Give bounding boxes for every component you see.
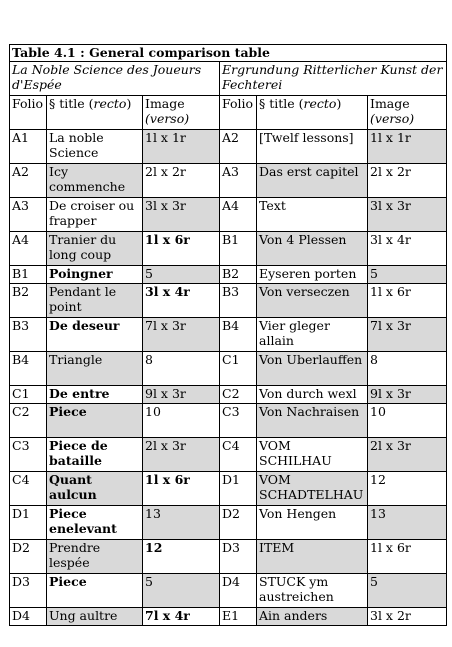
table-body xyxy=(10,130,447,626)
table-row xyxy=(10,352,447,386)
table-row xyxy=(10,472,447,506)
image-left-cell: 1l x 1r xyxy=(143,130,220,164)
image-left-cell: 5 xyxy=(143,266,220,284)
folio-left-cell: D1 xyxy=(10,506,47,540)
image-right-cell: 1l x 6r xyxy=(368,284,447,318)
header-title-left: § title (recto) xyxy=(47,96,143,130)
image-left-cell: 3l x 4r xyxy=(143,284,220,318)
image-left-cell: 5 xyxy=(143,574,220,608)
title-left-cell: La noble Science xyxy=(47,130,143,164)
folio-left-cell: A4 xyxy=(10,232,47,266)
title-left-cell: Piece enelevant xyxy=(47,506,143,540)
title-left-cell: Prendre lespée xyxy=(47,540,143,574)
image-left-cell: 9l x 3r xyxy=(143,386,220,404)
folio-right-cell: C3 xyxy=(220,404,257,438)
folio-left-cell: B3 xyxy=(10,318,47,352)
table-row xyxy=(10,438,447,472)
title-left-cell: De croiser ou frapper xyxy=(47,198,143,232)
folio-right-cell: D4 xyxy=(220,574,257,608)
header-image-right: Image (verso) xyxy=(368,96,447,130)
title-right-cell: Text xyxy=(257,198,368,232)
table-row xyxy=(10,608,447,626)
image-right-cell: 1l x 1r xyxy=(368,130,447,164)
image-right-cell: 8 xyxy=(368,352,447,386)
image-right-cell: 2l x 3r xyxy=(368,438,447,472)
book-title-left: La Noble Science des Joueurs d'Espée xyxy=(10,62,220,96)
image-right-cell: 12 xyxy=(368,472,447,506)
table-row xyxy=(10,266,447,284)
table-row xyxy=(10,198,447,232)
header-folio-left: Folio xyxy=(10,96,47,130)
image-left-cell: 1l x 6r xyxy=(143,232,220,266)
title-right-cell: Von Uberlauffen xyxy=(257,352,368,386)
title-right-cell: [Twelf lessons] xyxy=(257,130,368,164)
title-right-cell: VOM SCHILHAU xyxy=(257,438,368,472)
comparison-table xyxy=(9,44,447,626)
image-left-cell: 12 xyxy=(143,540,220,574)
folio-left-cell: B2 xyxy=(10,284,47,318)
title-left-cell: Piece de bataille xyxy=(47,438,143,472)
title-left-cell: Quant aulcun xyxy=(47,472,143,506)
image-right-cell: 3l x 2r xyxy=(368,608,447,626)
folio-left-cell: D4 xyxy=(10,608,47,626)
title-left-cell: De deseur xyxy=(47,318,143,352)
folio-left-cell: B1 xyxy=(10,266,47,284)
folio-right-cell: B1 xyxy=(220,232,257,266)
table-row xyxy=(10,284,447,318)
table-row xyxy=(10,130,447,164)
title-right-cell: Das erst capitel xyxy=(257,164,368,198)
title-left-cell: Icy commenche xyxy=(47,164,143,198)
title-left-cell: Ung aultre xyxy=(47,608,143,626)
folio-left-cell: C1 xyxy=(10,386,47,404)
image-left-cell: 2l x 2r xyxy=(143,164,220,198)
folio-left-cell: C3 xyxy=(10,438,47,472)
title-right-cell: STUCK ym austreichen xyxy=(257,574,368,608)
table-row xyxy=(10,318,447,352)
table-row xyxy=(10,506,447,540)
table-row xyxy=(10,540,447,574)
title-left-cell: Piece xyxy=(47,574,143,608)
title-left-cell: Pendant le point xyxy=(47,284,143,318)
folio-right-cell: A3 xyxy=(220,164,257,198)
title-left-cell: Tranier du long coup xyxy=(47,232,143,266)
folio-right-cell: B2 xyxy=(220,266,257,284)
folio-left-cell: D3 xyxy=(10,574,47,608)
title-left-cell: De entre xyxy=(47,386,143,404)
title-right-cell: Von Nachraisen xyxy=(257,404,368,438)
title-right-cell: Von Hengen xyxy=(257,506,368,540)
image-left-cell: 1l x 6r xyxy=(143,472,220,506)
title-left-cell: Poingner xyxy=(47,266,143,284)
table-row xyxy=(10,164,447,198)
folio-right-cell: A2 xyxy=(220,130,257,164)
title-right-cell: Von durch wexl xyxy=(257,386,368,404)
table-row xyxy=(10,386,447,404)
folio-right-cell: B3 xyxy=(220,284,257,318)
title-right-cell: Von verseczen xyxy=(257,284,368,318)
title-right-cell: Vier gleger allain xyxy=(257,318,368,352)
folio-right-cell: C1 xyxy=(220,352,257,386)
folio-right-cell: D3 xyxy=(220,540,257,574)
table-row xyxy=(10,232,447,266)
folio-left-cell: C4 xyxy=(10,472,47,506)
folio-right-cell: D2 xyxy=(220,506,257,540)
book-title-right: Ergrundung Ritterlicher Kunst der Fechterei xyxy=(220,62,447,96)
image-left-cell: 7l x 3r xyxy=(143,318,220,352)
image-right-cell: 13 xyxy=(368,506,447,540)
header-folio-right: Folio xyxy=(220,96,257,130)
title-right-cell: VOM SCHADTELHAU xyxy=(257,472,368,506)
title-right-cell: Von 4 Plessen xyxy=(257,232,368,266)
folio-right-cell: C4 xyxy=(220,438,257,472)
image-left-cell: 3l x 3r xyxy=(143,198,220,232)
image-right-cell: 1l x 6r xyxy=(368,540,447,574)
folio-left-cell: A2 xyxy=(10,164,47,198)
title-left-cell: Triangle xyxy=(47,352,143,386)
image-right-cell: 3l x 4r xyxy=(368,232,447,266)
folio-right-cell: A4 xyxy=(220,198,257,232)
folio-right-cell: B4 xyxy=(220,318,257,352)
image-right-cell: 3l x 3r xyxy=(368,198,447,232)
folio-left-cell: C2 xyxy=(10,404,47,438)
header-image-left: Image (verso) xyxy=(143,96,220,130)
title-right-cell: Ain anders xyxy=(257,608,368,626)
title-left-cell: Piece xyxy=(47,404,143,438)
table-caption: Table 4.1 : General comparison table xyxy=(10,45,447,62)
image-left-cell: 2l x 3r xyxy=(143,438,220,472)
image-left-cell: 8 xyxy=(143,352,220,386)
image-right-cell: 5 xyxy=(368,574,447,608)
table-row xyxy=(10,404,447,438)
table-row xyxy=(10,574,447,608)
image-right-cell: 9l x 3r xyxy=(368,386,447,404)
folio-left-cell: A3 xyxy=(10,198,47,232)
folio-right-cell: E1 xyxy=(220,608,257,626)
folio-left-cell: D2 xyxy=(10,540,47,574)
image-left-cell: 7l x 4r xyxy=(143,608,220,626)
header-title-right: § title (recto) xyxy=(257,96,368,130)
image-left-cell: 13 xyxy=(143,506,220,540)
folio-left-cell: B4 xyxy=(10,352,47,386)
title-right-cell: Eyseren porten xyxy=(257,266,368,284)
image-left-cell: 10 xyxy=(143,404,220,438)
image-right-cell: 10 xyxy=(368,404,447,438)
image-right-cell: 5 xyxy=(368,266,447,284)
title-right-cell: ITEM xyxy=(257,540,368,574)
image-right-cell: 2l x 2r xyxy=(368,164,447,198)
folio-left-cell: A1 xyxy=(10,130,47,164)
image-right-cell: 7l x 3r xyxy=(368,318,447,352)
folio-right-cell: C2 xyxy=(220,386,257,404)
folio-right-cell: D1 xyxy=(220,472,257,506)
